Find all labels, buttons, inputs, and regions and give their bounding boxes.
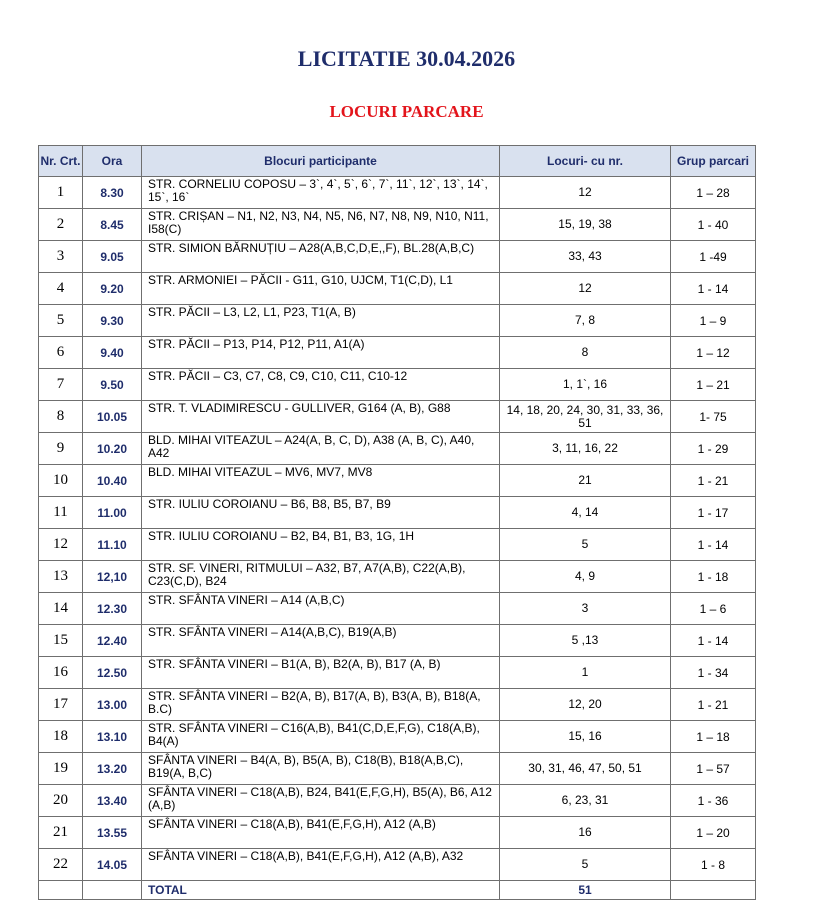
table-body <box>39 177 756 900</box>
table-row <box>39 849 756 881</box>
row-group: 1 - 40 <box>671 209 756 241</box>
row-blocks: STR. PĂCII – C3, C7, C8, C9, C10, C11, C10-12 <box>142 369 500 401</box>
row-group: 1 – 28 <box>671 177 756 209</box>
row-spots: 5 <box>500 529 671 561</box>
row-blocks: STR. SFÂNTA VINERI – B1(A, B), B2(A, B), B17 (A, B) <box>142 657 500 689</box>
row-group: 1 - 14 <box>671 273 756 305</box>
row-number: 5 <box>39 305 83 337</box>
row-blocks: STR. IULIU COROIANU – B2, B4, B1, B3, 1G, 1H <box>142 529 500 561</box>
row-group: 1 – 21 <box>671 369 756 401</box>
row-number: 2 <box>39 209 83 241</box>
row-spots: 7, 8 <box>500 305 671 337</box>
row-blocks: STR. SF. VINERI, RITMULUI – A32, B7, A7(A,B), C22(A,B), C23(C,D), B24 <box>142 561 500 593</box>
row-group: 1 – 57 <box>671 753 756 785</box>
row-time: 13.40 <box>83 785 142 817</box>
table-row <box>39 273 756 305</box>
row-number: 10 <box>39 465 83 497</box>
row-group: 1 – 18 <box>671 721 756 753</box>
row-group: 1 – 6 <box>671 593 756 625</box>
table-row <box>39 721 756 753</box>
table-row <box>39 657 756 689</box>
row-time: 8.45 <box>83 209 142 241</box>
row-time: 13.20 <box>83 753 142 785</box>
row-number: 6 <box>39 337 83 369</box>
page-subtitle: LOCURI PARCARE <box>329 102 484 121</box>
table-row <box>39 817 756 849</box>
row-number: 19 <box>39 753 83 785</box>
row-spots: 33, 43 <box>500 241 671 273</box>
row-number: 1 <box>39 177 83 209</box>
table-row <box>39 433 756 465</box>
row-time: 14.05 <box>83 849 142 881</box>
row-spots: 12 <box>500 177 671 209</box>
row-spots: 16 <box>500 817 671 849</box>
table-row <box>39 593 756 625</box>
table-row <box>39 209 756 241</box>
row-number: 11 <box>39 497 83 529</box>
header-locuri: Locuri- cu nr. <box>500 146 671 177</box>
row-time: 10.20 <box>83 433 142 465</box>
row-blocks: STR. ARMONIEI – PĂCII - G11, G10, UJCM, T1(C,D), L1 <box>142 273 500 305</box>
row-time: 8.30 <box>83 177 142 209</box>
table-row <box>39 305 756 337</box>
header-ora: Ora <box>83 146 142 177</box>
row-spots: 12 <box>500 273 671 305</box>
row-spots: 5 ,13 <box>500 625 671 657</box>
row-group: 1 - 18 <box>671 561 756 593</box>
row-number: 20 <box>39 785 83 817</box>
header-nr: Nr. Crt. <box>39 146 83 177</box>
row-number: 7 <box>39 369 83 401</box>
row-time: 10.40 <box>83 465 142 497</box>
row-number: 8 <box>39 401 83 433</box>
row-time: 11.10 <box>83 529 142 561</box>
row-group: 1 - 21 <box>671 465 756 497</box>
row-blocks: STR. T. VLADIMIRESCU - GULLIVER, G164 (A, B), G88 <box>142 401 500 433</box>
table-row <box>39 241 756 273</box>
row-group: 1 - 36 <box>671 785 756 817</box>
row-spots: 15, 16 <box>500 721 671 753</box>
row-number: 22 <box>39 849 83 881</box>
row-spots: 14, 18, 20, 24, 30, 31, 33, 36, 51 <box>500 401 671 433</box>
row-group: 1 - 17 <box>671 497 756 529</box>
table-row <box>39 625 756 657</box>
row-time: 12,10 <box>83 561 142 593</box>
row-blocks: STR. PĂCII – L3, L2, L1, P23, T1(A, B) <box>142 305 500 337</box>
row-spots: 3 <box>500 593 671 625</box>
row-blocks: SFÂNTA VINERI – C18(A,B), B24, B41(E,F,G,H), B5(A), B6, A12 (A,B) <box>142 785 500 817</box>
row-spots: 21 <box>500 465 671 497</box>
row-group: 1 – 9 <box>671 305 756 337</box>
row-group: 1- 75 <box>671 401 756 433</box>
row-spots: 1, 1`, 16 <box>500 369 671 401</box>
row-time: 13.10 <box>83 721 142 753</box>
row-group: 1 -49 <box>671 241 756 273</box>
page-title: LICITATIE 30.04.2026 <box>297 46 516 71</box>
table-row <box>39 689 756 721</box>
row-time: 12.50 <box>83 657 142 689</box>
row-time: 10.05 <box>83 401 142 433</box>
row-time: 12.30 <box>83 593 142 625</box>
table-row <box>39 465 756 497</box>
table-row <box>39 785 756 817</box>
row-number: 16 <box>39 657 83 689</box>
table-row <box>39 561 756 593</box>
row-spots: 3, 11, 16, 22 <box>500 433 671 465</box>
row-time: 9.30 <box>83 305 142 337</box>
table-row <box>39 401 756 433</box>
row-group: 1 - 29 <box>671 433 756 465</box>
row-number: 21 <box>39 817 83 849</box>
row-blocks: STR. SFÂNTA VINERI – B2(A, B), B17(A, B), B3(A, B), B18(A, B.C) <box>142 689 500 721</box>
table-row <box>39 529 756 561</box>
table-row <box>39 753 756 785</box>
row-number: 17 <box>39 689 83 721</box>
total-empty-grup <box>671 881 756 900</box>
table-row <box>39 177 756 209</box>
table-row <box>39 337 756 369</box>
row-group: 1 - 8 <box>671 849 756 881</box>
row-time: 11.00 <box>83 497 142 529</box>
row-number: 18 <box>39 721 83 753</box>
row-group: 1 – 12 <box>671 337 756 369</box>
row-spots: 15, 19, 38 <box>500 209 671 241</box>
row-number: 4 <box>39 273 83 305</box>
row-time: 9.05 <box>83 241 142 273</box>
row-blocks: STR. SIMION BĂRNUȚIU – A28(A,B,C,D,E,,F), BL.28(A,B,C) <box>142 241 500 273</box>
row-number: 9 <box>39 433 83 465</box>
total-value: 51 <box>500 881 671 900</box>
header-grup: Grup parcari <box>671 146 756 177</box>
row-spots: 5 <box>500 849 671 881</box>
row-spots: 4, 9 <box>500 561 671 593</box>
header-blocuri: Blocuri participante <box>142 146 500 177</box>
row-time: 9.50 <box>83 369 142 401</box>
table-row <box>39 369 756 401</box>
row-spots: 12, 20 <box>500 689 671 721</box>
row-time: 12.40 <box>83 625 142 657</box>
row-spots: 30, 31, 46, 47, 50, 51 <box>500 753 671 785</box>
row-number: 14 <box>39 593 83 625</box>
row-blocks: STR. SFÂNTA VINERI – A14(A,B,C), B19(A,B) <box>142 625 500 657</box>
row-number: 15 <box>39 625 83 657</box>
total-row <box>39 881 756 900</box>
row-time: 13.00 <box>83 689 142 721</box>
row-number: 12 <box>39 529 83 561</box>
row-group: 1 - 14 <box>671 625 756 657</box>
row-blocks: STR. PĂCII – P13, P14, P12, P11, A1(A) <box>142 337 500 369</box>
row-blocks: SFÂNTA VINERI – C18(A,B), B41(E,F,G,H), A12 (A,B), A32 <box>142 849 500 881</box>
row-group: 1 - 34 <box>671 657 756 689</box>
row-spots: 4, 14 <box>500 497 671 529</box>
row-spots: 6, 23, 31 <box>500 785 671 817</box>
table-header-row <box>39 146 756 177</box>
total-label: TOTAL <box>142 881 500 900</box>
total-empty-ora <box>83 881 142 900</box>
row-blocks: STR. IULIU COROIANU – B6, B8, B5, B7, B9 <box>142 497 500 529</box>
row-spots: 8 <box>500 337 671 369</box>
row-group: 1 - 21 <box>671 689 756 721</box>
row-number: 13 <box>39 561 83 593</box>
row-number: 3 <box>39 241 83 273</box>
row-time: 13.55 <box>83 817 142 849</box>
row-time: 9.40 <box>83 337 142 369</box>
row-blocks: SFÂNTA VINERI – C18(A,B), B41(E,F,G,H), A12 (A,B) <box>142 817 500 849</box>
parking-auction-table <box>38 145 756 900</box>
total-empty-nr <box>39 881 83 900</box>
row-blocks: STR. CORNELIU COPOSU – 3`, 4`, 5`, 6`, 7`, 11`, 12`, 13`, 14`, 15`, 16` <box>142 177 500 209</box>
row-time: 9.20 <box>83 273 142 305</box>
row-blocks: BLD. MIHAI VITEAZUL – MV6, MV7, MV8 <box>142 465 500 497</box>
row-blocks: SFÂNTA VINERI – B4(A, B), B5(A, B), C18(B), B18(A,B,C), B19(A, B,C) <box>142 753 500 785</box>
row-group: 1 – 20 <box>671 817 756 849</box>
row-blocks: STR. CRIȘAN – N1, N2, N3, N4, N5, N6, N7, N8, N9, N10, N11, I58(C) <box>142 209 500 241</box>
row-group: 1 - 14 <box>671 529 756 561</box>
row-blocks: STR. SFÂNTA VINERI – A14 (A,B,C) <box>142 593 500 625</box>
table-row <box>39 497 756 529</box>
row-blocks: STR. SFÂNTA VINERI – C16(A,B), B41(C,D,E,F,G), C18(A,B), B4(A) <box>142 721 500 753</box>
row-blocks: BLD. MIHAI VITEAZUL – A24(A, B, C, D), A38 (A, B, C), A40, A42 <box>142 433 500 465</box>
row-spots: 1 <box>500 657 671 689</box>
